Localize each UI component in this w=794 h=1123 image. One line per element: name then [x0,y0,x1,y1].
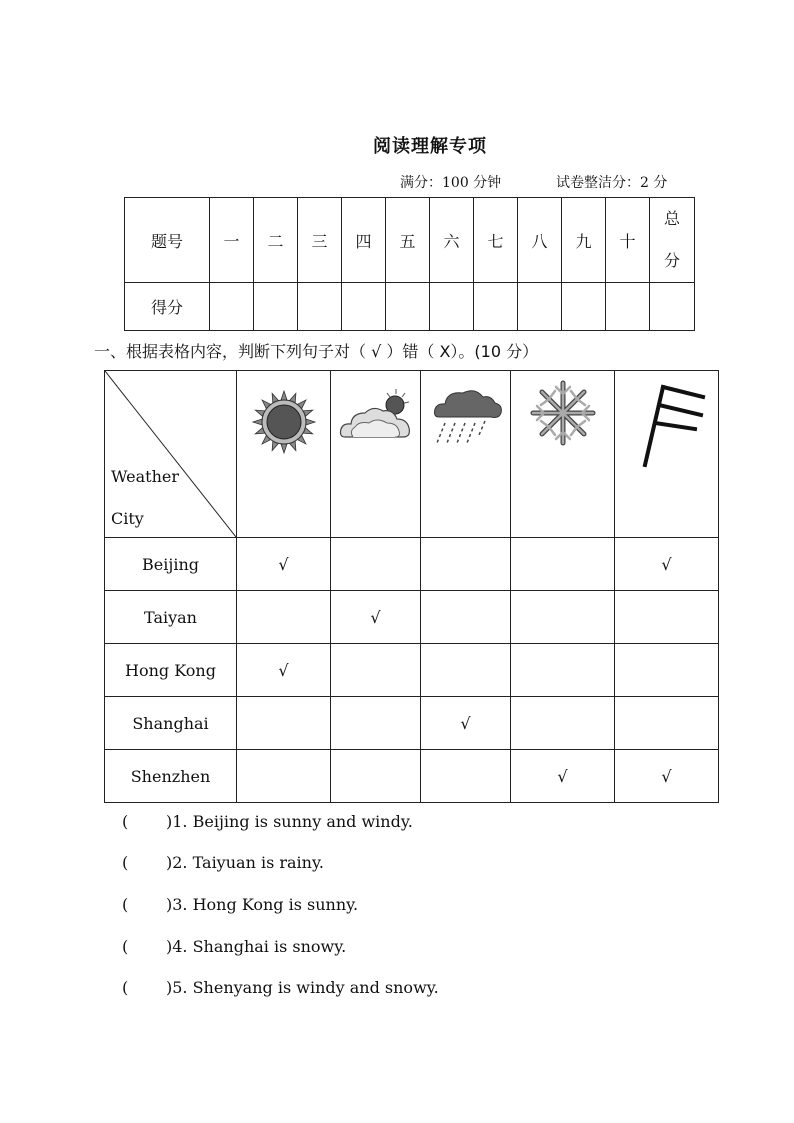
score-cell[interactable] [430,283,474,331]
check-mark: √ [421,697,511,750]
answer-blank[interactable]: ( [122,895,129,914]
check-mark [421,538,511,591]
score-label: 得分 [125,283,210,331]
check-mark: √ [615,538,719,591]
score-table-score-row [125,283,695,331]
score-cell[interactable] [606,283,650,331]
check-mark: √ [331,591,421,644]
score-cell[interactable] [518,283,562,331]
table-row [105,538,719,591]
question-text: )4. Shanghai is snowy. [166,937,347,956]
check-mark [615,697,719,750]
weather-axis-label: Weather [111,467,179,486]
table-row [105,644,719,697]
score-cell[interactable] [386,283,430,331]
check-mark [237,750,331,803]
page-title: 阅读理解专项 [373,136,487,157]
total-label-bottom: 分 [663,251,680,270]
score-cell[interactable] [474,283,518,331]
weather-header-rainy [421,371,511,538]
answer-blank[interactable]: ( [122,853,129,872]
city-name: Shenzhen [105,750,237,803]
check-mark [511,697,615,750]
section-heading: 一、根据表格内容，判断下列句子对（ √ ）错（ X）。(10 分） [94,342,539,361]
city-name: Hong Kong [105,644,237,697]
answer-blank[interactable]: ( [122,978,129,997]
question-text: )3. Hong Kong is sunny. [166,895,359,914]
question-text: )5. Shenyang is windy and snowy. [166,978,439,997]
question-text: )2. Taiyuan is rainy. [166,853,324,872]
neatness-score-text: 试卷整洁分：2 分 [556,175,668,191]
check-mark [511,644,615,697]
check-mark [237,591,331,644]
check-mark [237,697,331,750]
full-score-text: 满分：100 分钟 [400,175,502,191]
section-number: 二 [254,198,298,283]
score-table-header-row [125,198,695,283]
check-mark [331,697,421,750]
section-number: 九 [562,198,606,283]
score-cell[interactable] [650,283,695,331]
question-item [122,853,324,872]
sun-icon [251,389,317,455]
table-row [105,697,719,750]
section-number: 七 [474,198,518,283]
answer-blank[interactable]: ( [122,937,129,956]
question-item [122,978,439,997]
weather-header-row [105,371,719,538]
table-row [105,591,719,644]
check-mark [421,644,511,697]
wind-flag-icon [639,381,709,471]
check-mark [331,538,421,591]
check-mark: √ [237,644,331,697]
weather-header-cloudy [331,371,421,538]
partly-cloudy-icon [339,387,413,443]
check-mark: √ [615,750,719,803]
total-label [650,198,695,283]
table-row [105,750,719,803]
check-mark: √ [511,750,615,803]
check-mark [331,644,421,697]
score-cell[interactable] [254,283,298,331]
section-number: 一 [210,198,254,283]
check-mark [615,591,719,644]
check-mark [511,538,615,591]
question-item [122,895,358,914]
question-text: )1. Beijing is sunny and windy. [166,812,413,831]
question-item [122,812,413,831]
section-number: 十 [606,198,650,283]
city-name: Beijing [105,538,237,591]
total-label-top: 总 [663,209,680,228]
check-mark [421,591,511,644]
weather-header-sunny [237,371,331,538]
city-name: Shanghai [105,697,237,750]
score-cell[interactable] [210,283,254,331]
check-mark: √ [237,538,331,591]
city-axis-label: City [111,509,144,528]
check-mark [511,591,615,644]
answer-blank[interactable]: ( [122,812,129,831]
check-mark [615,644,719,697]
section-number: 三 [298,198,342,283]
snowflake-icon [529,379,597,447]
city-name: Taiyan [105,591,237,644]
section-number: 八 [518,198,562,283]
question-number-label: 题号 [125,198,210,283]
question-item [122,937,346,956]
score-cell[interactable] [298,283,342,331]
weather-table [104,370,719,803]
score-cell[interactable] [342,283,386,331]
score-cell[interactable] [562,283,606,331]
section-number: 六 [430,198,474,283]
section-number: 四 [342,198,386,283]
weather-header-windy [615,371,719,538]
section-number: 五 [386,198,430,283]
corner-cell [105,371,237,538]
check-mark [421,750,511,803]
rain-cloud-icon [431,385,505,447]
score-table [124,197,695,331]
weather-header-snowy [511,371,615,538]
check-mark [331,750,421,803]
